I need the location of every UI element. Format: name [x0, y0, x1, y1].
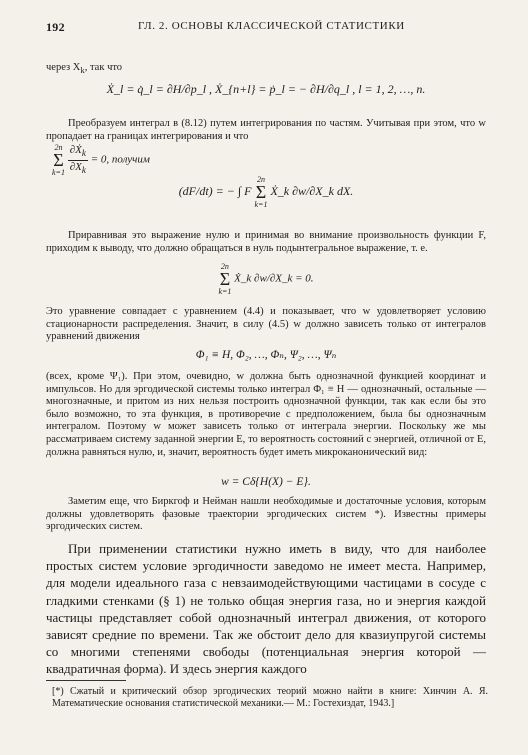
- equation-microcanonical: w = Cδ{H(X) − E}.: [221, 476, 311, 488]
- page-number: 192: [46, 20, 65, 34]
- intro-line: через $X_k$, так что: [46, 62, 123, 76]
- paragraph-birkhoff-neumann: Заметим еще, что Биркгоф и Нейман нашли необходимые и достаточные условия, которым должны удовлетворять фазовые траектории эргодических систем *). Известны примеры эргодических систем.: [46, 496, 486, 533]
- paragraph-stationarity: Это уравнение совпадает с уравнением (4.4) и показывает, что w удовлетворяет условию стационарности распределения. Значит, в силу (4.5) w должно зависеть только от интегралов уравнений движения: [46, 306, 486, 343]
- chapter-title: ГЛ. 2. ОСНОВЫ КЛАССИЧЕСКОЙ СТАТИСТИКИ: [138, 20, 405, 32]
- paragraph-ergodic-system: (всех, кроме Ψ₁). При этом, очевидно, w должна быть однозначной функцией координат и импульсов. Но для эргодической системы только интеграл Φ₁ ≡ H — однозначный, остальные — многозначные, и притом из них нельзя построить однозначной функции, так как если бы это было возможно, то эта функция, в противоречие с предположением, была бы однозначным интегралом. Поэтому w может зависеть только от интеграла энергии. Поскольку же мы рассматриваем систему заданной энергии E, то вероятность состояний с энергией, отличной от E, должна равняться нулю, и, значит, вероятность будет иметь микроканонический вид:: [46, 371, 486, 458]
- footnote-rule: [46, 680, 126, 681]
- paragraph-integration-by-parts: Преобразуем интеграл в (8.12) путем интегрирования по частям. Учитывая при этом, что w пропадает на границах интегрирования и что: [46, 118, 486, 142]
- equation-stationary: 2n Σ k=1 Ẋ_k ∂w/∂X_k = 0.: [218, 262, 314, 296]
- sum-symbol: 2n Σ k=1: [52, 143, 65, 177]
- paragraph-arbitrary-F: Приравнивая это выражение нулю и принимая во внимание произвольность функции F, приходим к выводу, что должно обращаться в нуль подынтегральное выражение, т. е.: [46, 230, 486, 254]
- paragraph-applications: При применении статистики нужно иметь в виду, что для наиболее простых систем условие эргодичности заведомо не имеет места. Например, для модели идеального газа с невзаимодействующими частицами в сосуде с гладкими стенками (§ 1) не только общая энергия газа, но и энергия каждой частицы представляет собой однозначный интеграл движения, от которого зависят средние по времени. Так же обстоит дело для квазиупругой системы со многими степенями свободы (потенциальная энергия которой — квадратичная форма). И здесь энергия каждого: [46, 541, 486, 677]
- footnote: [*) Сжатый и критический обзор эргодических теорий можно найти в книге: Хинчин А. Я. Математические основания статистической механики.— М.: Гостехиздат, 1943.]: [52, 686, 488, 710]
- equation-hamilton: Ẋ_l = q̇_l = ∂H/∂p_l , Ẋ_{n+l} = ṗ_l = − ∂H/∂q_l , l = 1, 2, …, n.: [106, 82, 426, 96]
- equation-integrals: Φ₁ ≡ H, Φ₂, …, Φₙ, Ψ₂, …, Ψₙ: [195, 349, 337, 361]
- equation-divergence: 2n Σ k=1 $\frac{\partial Ẋ_k}{\partial X_k}$ = 0, получим: [52, 143, 150, 177]
- fraction-dxdot-dx: $\frac{\partial Ẋ_k}{\partial X_k}$: [69, 144, 86, 175]
- equation-dF-dt: (dF/dt) = − ∫ F 2n Σ k=1 Ẋ_k ∂w/∂X_k dX.: [178, 175, 354, 209]
